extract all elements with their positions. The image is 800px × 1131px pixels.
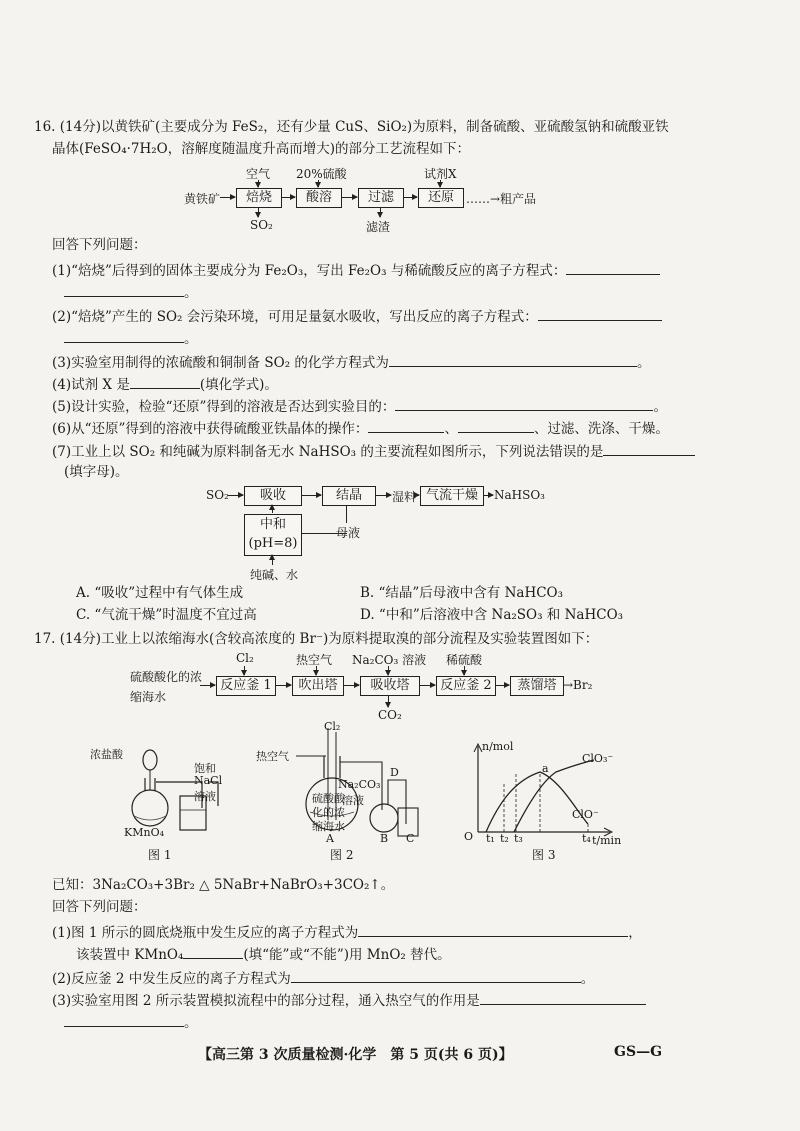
figure-2-caption: 图 2 [330,848,354,862]
fig2-seawater-line2: 化的浓 [312,806,345,819]
flow-step-dissolve: 酸溶 [296,188,342,208]
q17-part2: (2)反应釜 2 中发生反应的离子方程式为 。 [52,968,594,988]
answer-blank-q16-6b[interactable] [458,418,534,433]
flow2-soda: 纯碱、水 [250,568,299,582]
answer-blank-q17-1b[interactable] [183,944,243,959]
figure-1-caption: 图 1 [148,848,172,862]
fig1-nacl-line2: NaCl [194,774,223,787]
flow2-crystal: 结晶 [322,486,376,506]
fig2-seawater-line1: 硫酸酸 [312,792,345,805]
q17-part3-cont: 。 [64,1012,198,1032]
fig1-nacl-line1: 饱和 [194,762,216,775]
q16-part6: (6)从“还原”得到的溶液中获得硫酸亚铁晶体的操作： 、 、过滤、洗涤、干燥。 [52,418,669,438]
paper-code: GS—G [614,1044,663,1060]
flow2-neutralize: 中和 (pH=8) [244,514,302,556]
fig2-label-a: A [326,832,334,845]
answer-blank-q16-4[interactable] [130,374,200,389]
fig2-na2co3-line1: Na₂CO₃ [338,778,381,791]
fig1-hcl: 浓盐酸 [90,748,123,761]
fig2-hot-air: 热空气 [256,750,289,763]
figure-3-graph [460,740,622,847]
q17-part1: (1)图 1 所示的圆底烧瓶中发生反应的离子方程式为 ， [52,922,642,942]
flow2-dry: 气流干燥 [420,486,484,506]
fig1-kmno4: KMnO₄ [124,826,164,839]
fig3-t3: t₃ [514,832,523,845]
fig3-t1: t₁ [486,832,495,845]
q17-flow-br2: →Br₂ [563,678,593,692]
flow-air: 空气 [246,167,271,181]
answer-blank-q16-2a[interactable] [538,306,662,321]
flow2-mother: 母液 [336,526,361,540]
flow2-so2: SO₂ [206,488,229,502]
fig3-t4: t₄ [582,832,591,845]
q17-part3: (3)实验室用图 2 所示装置模拟流程中的部分过程，通入热空气的作用是 [52,990,646,1010]
q16-part2-cont: 。 [64,328,198,348]
flow-step-filter: 过滤 [358,188,404,208]
fig3-xlabel: t/min [592,834,622,847]
q17-stem: 17. (14分)工业上以浓缩海水(含较高浓度的 Br⁻)为原料提取溴的部分流程及实验装置图如下： [34,631,599,647]
fig2-na2co3-line2: 溶液 [342,794,364,807]
q16-option-d: D. “中和”后溶液中含 Na₂SO₃ 和 NaHCO₃ [360,607,624,623]
fig3-clo3-label: ClO₃⁻ [582,752,614,765]
q16-stem-line1: 16. (14分)以黄铁矿(主要成分为 FeS₂，还有少量 CuS、SiO₂)为原料，制备硫酸、亚硫酸氢钠和硫酸亚铁 [34,119,669,135]
figure-3-caption: 图 3 [532,848,556,862]
q17-flow-blow-tower: 吹出塔 [292,676,344,696]
q17-flow-distill: 蒸馏塔 [510,676,564,696]
q17-flow-reactor2: 反应釜 2 [436,676,496,696]
q16-option-b: B. “结晶”后母液中含有 NaHCO₃ [360,585,564,601]
answer-blank-q16-1a[interactable] [566,260,660,275]
q16-part7: (7)工业上以 SO₂ 和纯碱为原料制备无水 NaHSO₃ 的主要流程如图所示，下列说法错误的是 [52,441,695,461]
flow-so2: SO₂ [250,218,273,232]
answer-blank-q17-2[interactable] [291,968,581,983]
fig3-clo-label: ClO⁻ [572,808,599,821]
flow-residue: 滤渣 [366,220,391,234]
fig3-ylabel: n/mol [482,740,514,753]
q17-flow-absorb-tower: 吸收塔 [360,676,420,696]
answer-blank-q17-1a[interactable] [358,922,628,937]
fig2-label-c: C [406,832,415,845]
q17-flow-cl2: Cl₂ [236,651,254,665]
q17-flow-hot-air: 热空气 [296,653,333,667]
answer-blank-q16-6a[interactable] [368,418,444,433]
q16-part3: (3)实验室用制得的浓硫酸和铜制备 SO₂ 的化学方程式为 。 [52,352,650,372]
q17-part1-cont: 该装置中 KMnO₄ (填“能”或“不能”)用 MnO₂ 替代。 [76,944,451,964]
fig3-point-a: a [542,762,549,775]
flow-start: 黄铁矿 [184,192,221,206]
fig2-d: D [390,766,399,779]
q17-flow-feed2: 缩海水 [130,690,167,704]
fig1-nacl-line3: 溶液 [194,790,216,803]
flow-step-reduce: 还原 [418,188,464,208]
q17-flow-co2: CO₂ [378,708,402,722]
fig3-origin: O [464,830,474,843]
q17-flow-na2co3: Na₂CO₃ 溶液 [352,653,427,667]
q16-option-a: A. “吸收”过程中有气体生成 [76,585,244,601]
flow-acid: 20%硫酸 [296,167,347,181]
answer-blank-q17-3b[interactable] [64,1012,184,1027]
flow2-wet: 湿料 [392,490,417,504]
figure-1-apparatus [90,746,230,846]
flow-reagent: 试剂X [424,167,457,181]
flow-end: ……→粗产品 [466,192,537,206]
fig2-label-b: B [380,832,389,845]
answer-blank-q16-5[interactable] [395,396,653,411]
q17-prompt: 回答下列问题： [52,899,147,915]
answer-blank-q16-3[interactable] [389,352,637,367]
q16-part5: (5)设计实验，检验“还原”得到的溶液是否达到实验目的： 。 [52,396,667,416]
q16-part7-cont: (填字母)。 [64,464,129,480]
q17-known-reaction: 已知：3Na₂CO₃+3Br₂ △ 5NaBr+NaBrO₃+3CO₂↑。 [52,877,395,893]
fig2-seawater-line3: 缩海水 [312,820,345,833]
answer-blank-q16-7[interactable] [603,441,695,456]
page-footer: 【高三第 3 次质量检测·化学 第 5 页(共 6 页)】 [198,1047,513,1063]
q16-part1: (1)“焙烧”后得到的固体主要成分为 Fe₂O₃，写出 Fe₂O₃ 与稀硫酸反应的离子方程式： [52,260,660,280]
answer-blank-q17-3a[interactable] [480,990,646,1005]
q16-part2: (2)“焙烧”产生的 SO₂ 会污染环境，可用足量氨水吸收，写出反应的离子方程式： [52,306,662,326]
flow2-absorb: 吸收 [244,486,302,506]
q16-option-c: C. “气流干燥”时温度不宜过高 [76,607,257,623]
q17-flow-h2so4: 稀硫酸 [446,653,483,667]
figure-2-apparatus [256,720,442,844]
fig3-t2: t₂ [500,832,509,845]
q16-stem-line2: 晶体(FeSO₄·7H₂O，溶解度随温度升高而增大)的部分工艺流程如下： [52,141,471,157]
answer-blank-q16-1b[interactable] [64,282,184,297]
q17-flow-feed1: 硫酸酸化的浓 [130,670,203,684]
q16-prompt: 回答下列问题： [52,237,147,253]
q17-flow-reactor1: 反应釜 1 [216,676,276,696]
q16-part4: (4)试剂 X 是 (填化学式)。 [52,374,278,394]
flow-step-roast: 焙烧 [236,188,282,208]
flow2-product: NaHSO₃ [494,488,545,502]
q16-part1-cont: 。 [64,282,198,302]
fig2-cl2: Cl₂ [324,720,341,733]
answer-blank-q16-2b[interactable] [64,328,184,343]
